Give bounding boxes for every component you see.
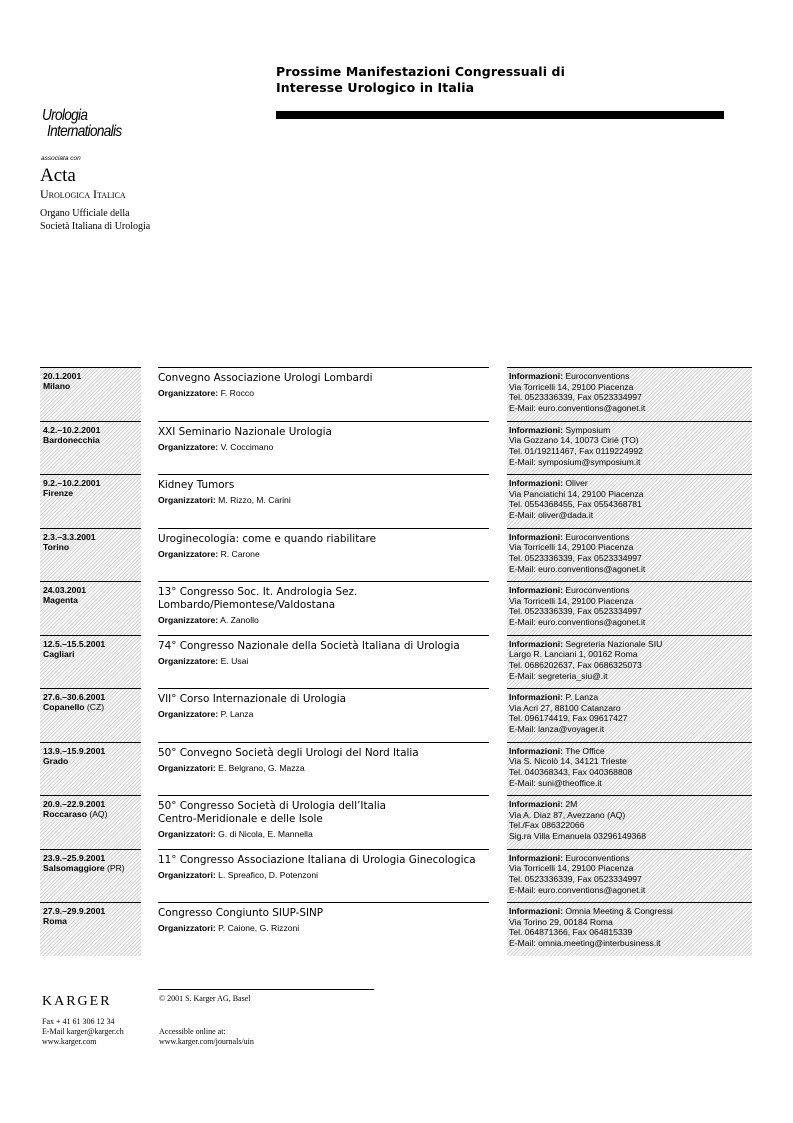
event-details-cell [158, 581, 489, 635]
event-row [40, 795, 752, 849]
event-date: 24.03.2001 [43, 585, 87, 595]
event-date: 20.1.2001 [43, 371, 82, 381]
info-line: Via S. Nicolò 14, 34121 Trieste [509, 756, 627, 767]
event-location [43, 435, 141, 445]
organizer-value: E. Belgrano, G. Mazza [218, 762, 305, 773]
info-line: Tel./Fax 086322066 [509, 820, 585, 831]
event-date-cell [40, 688, 141, 742]
event-location [43, 809, 141, 819]
event-city: Cagliari [43, 648, 75, 659]
event-title [158, 533, 489, 546]
event-date-cell [40, 902, 141, 956]
info-head [509, 532, 752, 543]
event-title-line: 11° Congresso Associazione Italiana di Urologia Ginecologica [158, 853, 476, 866]
info-label: Informazioni: [509, 531, 563, 542]
organizer-label: Organizzatori: [158, 829, 216, 839]
info-value: Symposium [565, 424, 611, 435]
event-organizer [158, 709, 489, 719]
associated-with-label: associata con [41, 155, 81, 162]
organizer-label: Organizzatore: [158, 548, 219, 559]
event-organizer [158, 923, 489, 933]
journal-logo [40, 108, 135, 139]
info-value: Segreteria Nazionale SIU [565, 638, 663, 649]
info-head [509, 371, 752, 382]
event-date: 9.2.–10.2.2001 [43, 478, 101, 488]
organizer-label: Organizzatore: [158, 441, 219, 452]
publisher-fax: Fax + 41 61 306 12 34 [42, 1017, 115, 1026]
event-row [40, 635, 752, 689]
organizer-label: Organizzatore: [158, 388, 219, 398]
event-title-line: 50° Congresso Società di Urologia dell’Italia [158, 800, 387, 812]
event-location [43, 488, 141, 498]
info-value: Euroconventions [565, 531, 630, 542]
event-row [40, 474, 752, 528]
official-organ-note [40, 207, 150, 233]
official-organ-line-2: Società Italiana di Urologia [40, 221, 151, 232]
organizer-label: Organizzatore: [158, 655, 219, 666]
event-city: Copanello [43, 702, 85, 712]
info-line: Tel. 0523336339, Fax 0523334997 [509, 552, 642, 563]
event-title [158, 747, 489, 760]
event-city: Grado [43, 755, 69, 766]
event-date-cell [40, 849, 141, 903]
info-head [509, 692, 752, 703]
info-head [509, 799, 752, 810]
events-table [40, 367, 752, 956]
journal-name-line-2: Internationalis [47, 123, 122, 140]
event-row [40, 688, 752, 742]
event-organizer [158, 870, 489, 880]
organizer-value: F. Rocco [220, 388, 254, 398]
event-date: 4.2.–10.2.2001 [43, 424, 101, 435]
event-date: 27.9.–29.9.2001 [43, 906, 106, 916]
event-date-cell [40, 421, 141, 475]
event-title [158, 907, 489, 920]
info-line: Tel. 040368343, Fax 040368808 [509, 766, 633, 777]
event-info-cell [507, 688, 752, 742]
event-date: 12.5.–15.5.2001 [43, 638, 106, 649]
event-row [40, 902, 752, 956]
event-organizer [158, 549, 489, 559]
info-line: Tel. 096174419, Fax 09617427 [509, 713, 628, 724]
event-organizer [158, 656, 489, 666]
event-city: Firenze [43, 488, 74, 498]
info-line: Tel. 0686202637, Fax 0686325073 [509, 659, 642, 670]
event-organizer [158, 615, 489, 625]
publisher-web: www.karger.com [42, 1037, 97, 1046]
event-details-cell [158, 688, 489, 742]
event-date-cell [40, 528, 141, 582]
event-info-cell [507, 421, 752, 475]
info-head [509, 906, 752, 917]
info-head [509, 478, 752, 489]
copyright: © 2001 S. Karger AG, Basel [159, 994, 251, 1003]
info-line: E-Mail: euro.conventions@agonet.it [509, 884, 646, 895]
event-organizer [158, 829, 489, 839]
event-details-cell [158, 528, 489, 582]
event-city: Milano [43, 381, 71, 391]
event-date: 27.6.–30.6.2001 [43, 692, 106, 702]
info-line: Via A. Diaz 87, Avezzano (AQ) [509, 809, 626, 820]
event-location [43, 649, 141, 659]
organizer-value: M. Rizzo, M. Carini [218, 495, 291, 505]
event-location [43, 381, 141, 391]
event-title [158, 640, 489, 653]
info-line: Tel. 0523336339, Fax 0523334997 [509, 873, 642, 884]
info-value: Omnia Meeting & Congressi [565, 906, 673, 916]
organizer-label: Organizzatori: [158, 762, 216, 773]
info-head [509, 853, 752, 864]
organizer-label: Organizzatore: [158, 709, 219, 719]
event-organizer [158, 388, 489, 398]
info-line: Tel. 0554368455, Fax 0554368781 [509, 499, 642, 510]
event-info-cell [507, 367, 752, 421]
event-row [40, 367, 752, 421]
info-label: Informazioni: [509, 852, 563, 863]
event-date: 20.9.–22.9.2001 [43, 799, 106, 809]
event-date-cell [40, 742, 141, 796]
event-date: 2.3.–3.3.2001 [43, 531, 96, 542]
event-title-line: Lombardo/Piemontese/Valdostana [158, 599, 336, 611]
online-access-url: www.karger.com/journals/uin [159, 1037, 254, 1046]
info-line: E-Mail: suni@theoffice.it [509, 777, 602, 788]
info-line: E-Mail: euro.conventions@agonet.it [509, 563, 646, 574]
event-info-cell [507, 742, 752, 796]
info-line: E-Mail: lanza@voyager.it [509, 724, 605, 735]
organizer-value: A. Zanollo [220, 615, 259, 625]
info-line: E-Mail: euro.conventions@agonet.it [509, 403, 646, 414]
event-title [158, 586, 489, 612]
event-info-cell [507, 902, 752, 956]
event-date-cell [40, 367, 141, 421]
organizer-value: P. Lanza [220, 709, 254, 719]
event-title-line: 50° Convegno Società degli Urologi del Nord Italia [158, 746, 419, 759]
info-head [509, 585, 752, 596]
organizer-value: R. Carone [220, 548, 260, 559]
info-label: Informazioni: [509, 371, 563, 381]
event-title-line: Kidney Tumors [158, 479, 235, 491]
footer-rule [158, 989, 374, 990]
event-details-cell [158, 902, 489, 956]
event-details-cell [158, 421, 489, 475]
info-value: Euroconventions [565, 852, 630, 863]
info-line: Via Gozzano 14, 10073 Ciriè (TO) [509, 435, 639, 446]
event-details-cell [158, 742, 489, 796]
official-organ-line-1: Organo Ufficiale della [40, 208, 130, 219]
info-line: Via Torricelli 14, 29100 Piacenza [509, 595, 634, 606]
event-organizer [158, 763, 489, 773]
info-line: E-Mail: symposium@symposium.it [509, 456, 641, 467]
info-label: Informazioni: [509, 478, 563, 488]
organizer-label: Organizzatori: [158, 869, 216, 880]
info-line: Via Panciatichi 14, 29100 Piacenza [509, 488, 644, 499]
publisher-email: E-Mail karger@karger.ch [42, 1027, 124, 1036]
online-access-label: Accessible online at: [159, 1027, 226, 1036]
journal-name-line-1: Urologia [42, 107, 88, 124]
info-label: Informazioni: [509, 424, 563, 435]
event-details-cell [158, 474, 489, 528]
event-date-cell [40, 795, 141, 849]
event-province: (PR) [104, 862, 125, 873]
event-info-cell [507, 528, 752, 582]
event-title [158, 479, 489, 492]
info-head [509, 746, 752, 757]
info-line: Largo R. Lanciani 1, 00162 Roma [509, 649, 638, 660]
info-label: Informazioni: [509, 799, 563, 809]
event-date: 13.9.–15.9.2001 [43, 745, 106, 756]
publisher-logo: KARGER [42, 994, 112, 1009]
page-title [276, 64, 724, 96]
info-head [509, 425, 752, 436]
event-date: 23.9.–25.9.2001 [43, 852, 106, 863]
event-title-line: VII° Corso Internazionale di Urologia [158, 693, 346, 705]
event-details-cell [158, 635, 489, 689]
event-info-cell [507, 795, 752, 849]
event-title [158, 693, 489, 706]
acta-logo: Acta [40, 165, 76, 186]
organizer-value: E. Usai [220, 655, 249, 666]
info-label: Informazioni: [509, 638, 563, 649]
event-city: Magenta [43, 595, 78, 605]
info-value: The Office [565, 745, 605, 756]
organizer-value: P. Caione, G. Rizzoni [218, 923, 300, 933]
organizer-value: G. di Nicola, E. Mannella [218, 829, 313, 839]
online-access [159, 1027, 254, 1047]
event-info-cell [507, 635, 752, 689]
event-location [43, 916, 141, 926]
header-rule [276, 111, 724, 119]
info-value: P. Lanza [565, 692, 599, 702]
event-row [40, 849, 752, 903]
info-label: Informazioni: [509, 585, 563, 595]
event-city: Torino [43, 541, 70, 552]
event-title-line: Convegno Associazione Urologi Lombardi [158, 372, 373, 384]
info-line: E-Mail: oliver@dada.it [509, 510, 594, 521]
info-value: Euroconventions [565, 585, 630, 595]
event-row [40, 421, 752, 475]
organizer-label: Organizzatori: [158, 923, 216, 933]
event-title-line: 74° Congresso Nazionale della Società Italiana di Urologia [158, 639, 460, 652]
event-date-cell [40, 474, 141, 528]
info-line: Via Torricelli 14, 29100 Piacenza [509, 381, 634, 392]
event-location [43, 756, 141, 766]
info-value: Oliver [565, 478, 588, 488]
organizer-label: Organizzatori: [158, 495, 216, 505]
event-row [40, 742, 752, 796]
info-line: E-Mail: omnia.meeting@interbusiness.it [509, 938, 661, 949]
event-details-cell [158, 795, 489, 849]
event-title-line: Congresso Congiunto SIUP-SINP [158, 907, 324, 919]
event-title [158, 800, 489, 826]
organizer-value: L. Spreafico, D. Potenzoni [218, 869, 319, 880]
organizer-label: Organizzatore: [158, 615, 219, 625]
acta-subtitle: Urologica Italica [40, 187, 126, 201]
event-title-line: 13° Congresso Soc. It. Andrologia Sez. [158, 586, 358, 598]
info-label: Informazioni: [509, 745, 563, 756]
event-city: Salsomaggiore [43, 862, 105, 873]
event-province: (AQ) [86, 809, 108, 819]
info-line: Via Torricelli 14, 29100 Piacenza [509, 542, 634, 553]
event-city: Bardonecchia [43, 434, 100, 445]
info-line: Via Torricelli 14, 29100 Piacenza [509, 863, 634, 874]
info-line: Tel. 01/19211467, Fax 0119224992 [509, 445, 643, 456]
event-details-cell [158, 367, 489, 421]
page-title-line-1: Prossime Manifestazioni Congressuali di [276, 64, 565, 79]
event-title [158, 426, 489, 439]
event-row [40, 528, 752, 582]
event-location [43, 863, 141, 873]
info-value: Euroconventions [565, 371, 630, 381]
event-city: Roma [43, 916, 67, 926]
info-line: Tel. 0523336339, Fax 0523334997 [509, 392, 642, 403]
event-title-line: XXI Seminario Nazionale Urologia [158, 425, 332, 438]
event-title [158, 854, 489, 867]
event-date-cell [40, 635, 141, 689]
organizer-value: V. Coccimano [220, 441, 274, 452]
page-title-line-2: Interesse Urologico in Italia [276, 80, 475, 95]
event-organizer [158, 495, 489, 505]
info-label: Informazioni: [509, 906, 563, 916]
event-date-cell [40, 581, 141, 635]
event-location [43, 702, 141, 712]
event-info-cell [507, 849, 752, 903]
event-title [158, 372, 489, 385]
event-row [40, 581, 752, 635]
event-info-cell [507, 474, 752, 528]
event-info-cell [507, 581, 752, 635]
event-title-line: Centro-Meridionale e delle Isole [158, 813, 323, 825]
publisher-contact [42, 1017, 124, 1047]
info-line: E-Mail: segreteria_siu@.it [509, 670, 608, 681]
info-line: Via Torino 29, 00184 Roma [509, 916, 613, 927]
info-head [509, 639, 752, 650]
event-province: (CZ) [84, 702, 105, 712]
info-line: Tel. 0523336339, Fax 0523334997 [509, 606, 642, 617]
event-details-cell [158, 849, 489, 903]
info-label: Informazioni: [509, 692, 563, 702]
info-line: E-Mail: euro.conventions@agonet.it [509, 617, 646, 628]
event-title-line: Uroginecologia: come e quando riabilitare [158, 532, 377, 545]
info-line: Sig.ra Villa Emanuela 03296149368 [509, 831, 646, 842]
event-location [43, 595, 141, 605]
info-line: Tel. 064871366, Fax 064815339 [509, 927, 633, 938]
info-line: Via Acri 27, 88100 Catanzaro [509, 702, 621, 713]
info-value: 2M [565, 799, 578, 809]
event-organizer [158, 442, 489, 452]
event-location [43, 542, 141, 552]
event-city: Roccaraso [43, 809, 87, 819]
